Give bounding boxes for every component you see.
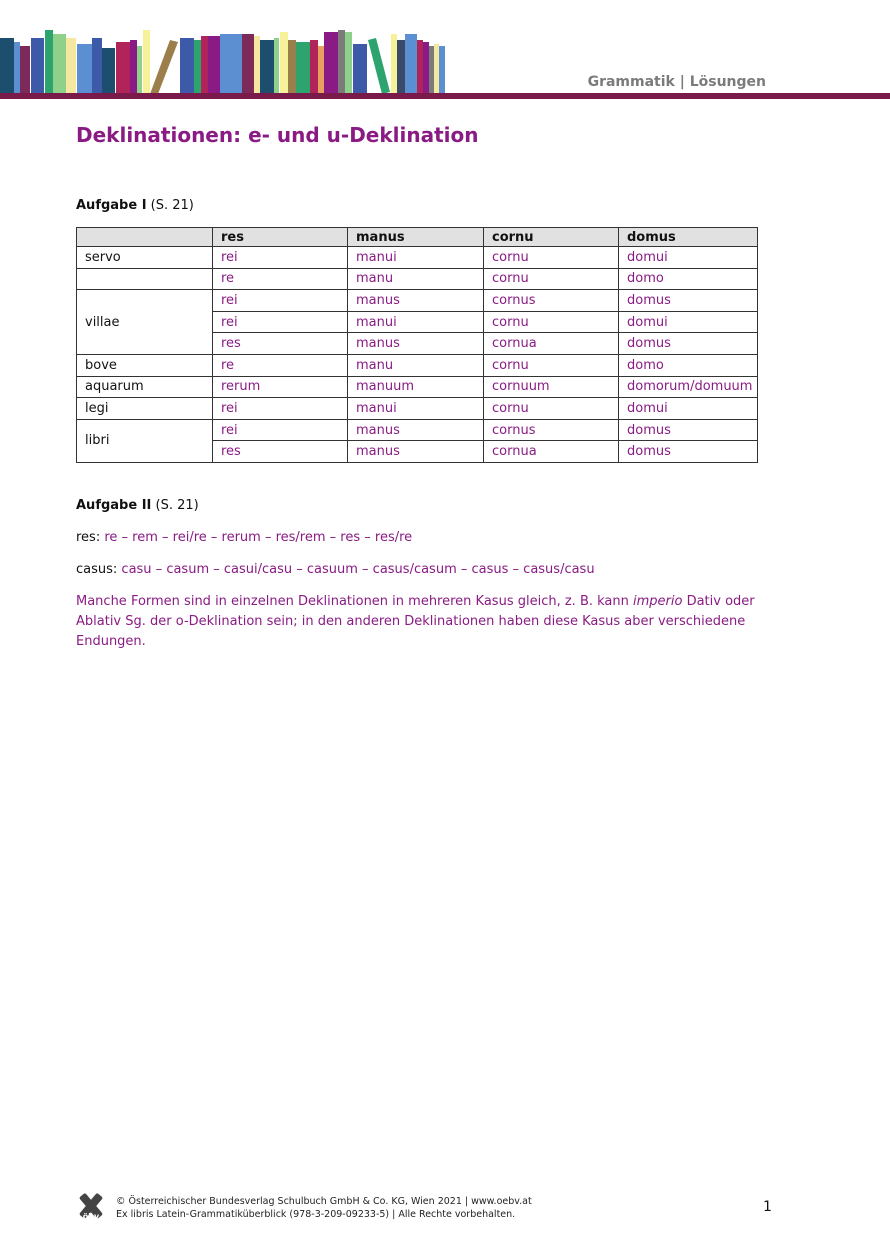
stem-cell: legi — [77, 398, 213, 420]
logo-text: öbv — [82, 1212, 100, 1221]
form-cell: re — [213, 354, 348, 376]
form-cell: domus — [619, 419, 758, 441]
res-label: res: — [76, 530, 105, 545]
column-header: manus — [348, 228, 484, 247]
footer-copyright — [116, 1195, 532, 1221]
form-cell: manui — [348, 247, 484, 269]
exercise1-label: Aufgabe I — [76, 198, 147, 213]
form-cell: rei — [213, 247, 348, 269]
form-cell: cornu — [484, 398, 619, 420]
form-cell: re — [213, 268, 348, 290]
publisher-logo-icon — [76, 1190, 106, 1222]
form-cell: rei — [213, 398, 348, 420]
form-cell: rerum — [213, 376, 348, 398]
exercise2-heading — [76, 498, 199, 513]
form-cell: rei — [213, 419, 348, 441]
stem-cell: villae — [77, 290, 213, 355]
form-cell: cornua — [484, 333, 619, 355]
column-header: domus — [619, 228, 758, 247]
form-cell: cornu — [484, 311, 619, 333]
note-italic-word: imperio — [633, 594, 683, 609]
page-title: Deklinationen: e- und u-Deklination — [76, 123, 479, 147]
form-cell: cornu — [484, 268, 619, 290]
form-cell: rei — [213, 290, 348, 312]
form-cell: manus — [348, 290, 484, 312]
form-cell: cornu — [484, 354, 619, 376]
note-text: Dativ oder Ablativ Sg. der o-Deklination sein; in den anderen Deklinationen haben diese Kasus aber verschiedene Endungen. — [76, 594, 755, 649]
page-number: 1 — [763, 1199, 772, 1215]
form-cell: domus — [619, 333, 758, 355]
form-cell: res — [213, 333, 348, 355]
form-cell: res — [213, 441, 348, 463]
form-cell: cornus — [484, 290, 619, 312]
form-cell: manus — [348, 441, 484, 463]
form-cell: domui — [619, 247, 758, 269]
table-row — [77, 398, 758, 420]
form-cell: manu — [348, 268, 484, 290]
table-row — [77, 290, 758, 312]
form-cell: cornu — [484, 247, 619, 269]
explanation-note — [76, 592, 766, 652]
form-cell: domo — [619, 268, 758, 290]
table-row — [77, 247, 758, 269]
casus-line — [76, 562, 595, 577]
table-row — [77, 268, 758, 290]
form-cell: domo — [619, 354, 758, 376]
stem-cell: aquarum — [77, 376, 213, 398]
exercise2-ref: (S. 21) — [151, 498, 199, 513]
table-header-row — [77, 228, 758, 247]
table-row — [77, 376, 758, 398]
form-cell: manus — [348, 419, 484, 441]
res-line — [76, 530, 412, 545]
casus-label: casus: — [76, 562, 122, 577]
exercise1-ref: (S. 21) — [146, 198, 194, 213]
form-cell: domui — [619, 398, 758, 420]
note-text: Manche Formen sind in einzelnen Deklinationen in mehreren Kasus gleich, z. B. kann — [76, 594, 634, 609]
form-cell: manu — [348, 354, 484, 376]
table-row — [77, 419, 758, 441]
stem-cell — [77, 268, 213, 290]
section-label: Grammatik | Lösungen — [587, 74, 766, 90]
form-cell: domus — [619, 290, 758, 312]
declension-table — [76, 227, 758, 463]
exercise1-heading — [76, 198, 194, 213]
form-cell: cornus — [484, 419, 619, 441]
casus-forms: casu – casum – casui/casu – casuum – casus/casum – casus – casus/casu — [121, 562, 595, 577]
form-cell: domorum/domuum — [619, 376, 758, 398]
column-header — [77, 228, 213, 247]
bookshelf-banner-icon — [0, 26, 450, 94]
column-header: cornu — [484, 228, 619, 247]
form-cell: domus — [619, 441, 758, 463]
form-cell: cornua — [484, 441, 619, 463]
form-cell: manui — [348, 311, 484, 333]
exercise2-label: Aufgabe II — [76, 498, 152, 513]
footer-line-1: © Österreichischer Bundesverlag Schulbuch GmbH & Co. KG, Wien 2021 | www.oebv.at — [116, 1196, 532, 1207]
stem-cell: libri — [77, 419, 213, 462]
footer-line-2: Ex libris Latein-Grammatiküberblick (978-3-209-09233-5) | Alle Rechte vorbehalten. — [116, 1209, 516, 1220]
form-cell: cornuum — [484, 376, 619, 398]
form-cell: manui — [348, 398, 484, 420]
form-cell: domui — [619, 311, 758, 333]
res-forms: re – rem – rei/re – rerum – res/rem – res – res/re — [104, 530, 413, 545]
stem-cell: servo — [77, 247, 213, 269]
stem-cell: bove — [77, 354, 213, 376]
column-header: res — [213, 228, 348, 247]
table-row — [77, 354, 758, 376]
form-cell: manuum — [348, 376, 484, 398]
header-rule — [0, 93, 890, 99]
form-cell: manus — [348, 333, 484, 355]
form-cell: rei — [213, 311, 348, 333]
